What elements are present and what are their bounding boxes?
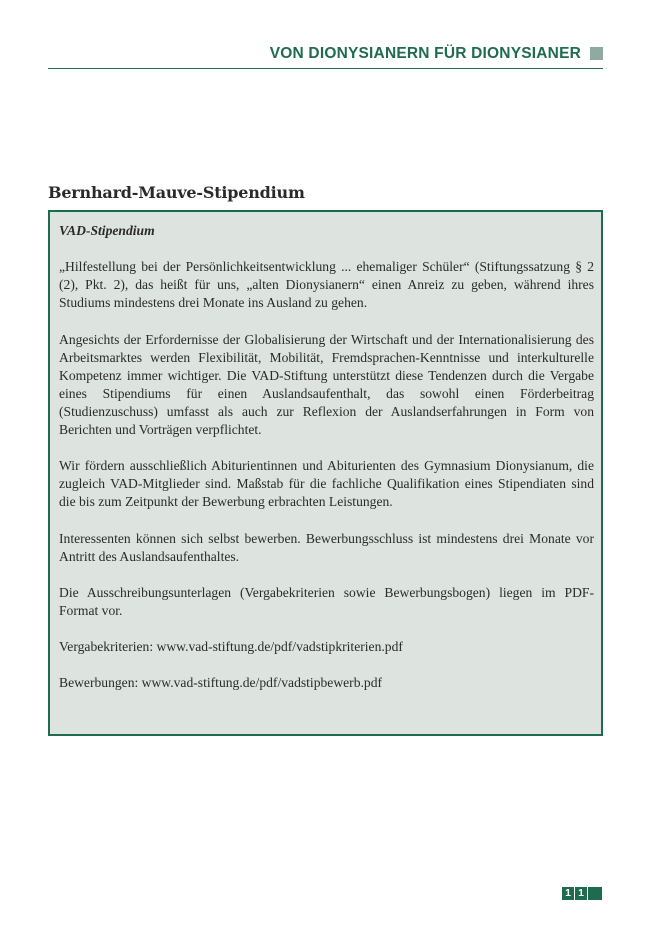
link-application-form[interactable]: Bewerbungen: www.vad-stiftung.de/pdf/vadstipbewerb.pdf [59, 675, 383, 691]
header-title: VON DIONYSIANERN FÜR DIONYSIANER [269, 45, 581, 62]
paragraph-application: Interessenten können sich selbst bewerben. Bewerbungsschluss ist mindestens drei Monate vor Antritt des Auslandsaufenthaltes. [59, 530, 594, 564]
page-number-digit: 1 [562, 887, 574, 900]
running-header [48, 44, 603, 69]
link-criteria[interactable]: Vergabekriterien: www.vad-stiftung.de/pdf/vadstipkriterien.pdf [59, 639, 403, 655]
page-number-bar [588, 887, 602, 900]
page-number [562, 887, 602, 900]
paragraph-rationale: Angesichts der Erfordernisse der Globalisierung der Wirtschaft und der Internationalisierung des Arbeitsmarktes werden Flexibilität, Mobilität, Fremdsprachen-Kenntnisse und interkulturelle Kompetenz immer wichtiger. Die VAD-Stiftung unterstützt diese Tendenzen durch die Vergabe eines Stipendiums für einen Auslandsaufenthalt, das sowohl einen Förderbeitrag (Studienzuschuss) umfasst als auch zur Reflexion der Auslandserfahrungen in Form von Berichten und Vorträgen verpflichtet. [59, 331, 594, 438]
section-title: Bernhard-Mauve-Stipendium [48, 183, 305, 202]
page-number-digit: 1 [575, 887, 587, 900]
paragraph-purpose: „Hilfestellung bei der Persönlichkeitsentwicklung ... ehemaliger Schüler“ (Stiftungssatzung § 2 (2), Pkt. 2), das heißt für uns, „alten Dionysianern“ einen Anreiz zu geben, während ihres Studiums mindestens drei Monate ins Ausland zu gehen. [59, 259, 594, 311]
info-box-content [59, 222, 594, 692]
stipend-info-box [48, 210, 603, 736]
paragraph-documents: Die Ausschreibungsunterlagen (Vergabekriterien sowie Bewerbungsbogen) liegen im PDF-Format vor. [59, 584, 594, 618]
info-box-subtitle: VAD-Stipendium [59, 223, 155, 238]
paragraph-eligibility: Wir fördern ausschließlich Abiturientinnen und Abiturienten des Gymnasium Dionysianum, die zugleich VAD-Mitglieder sind. Maßstab für die fachliche Qualifikation eines Stipendiaten sind die bis zum Zeitpunkt der Bewerbung erbrachten Leistungen. [59, 458, 594, 510]
header-square-ornament [590, 47, 603, 60]
